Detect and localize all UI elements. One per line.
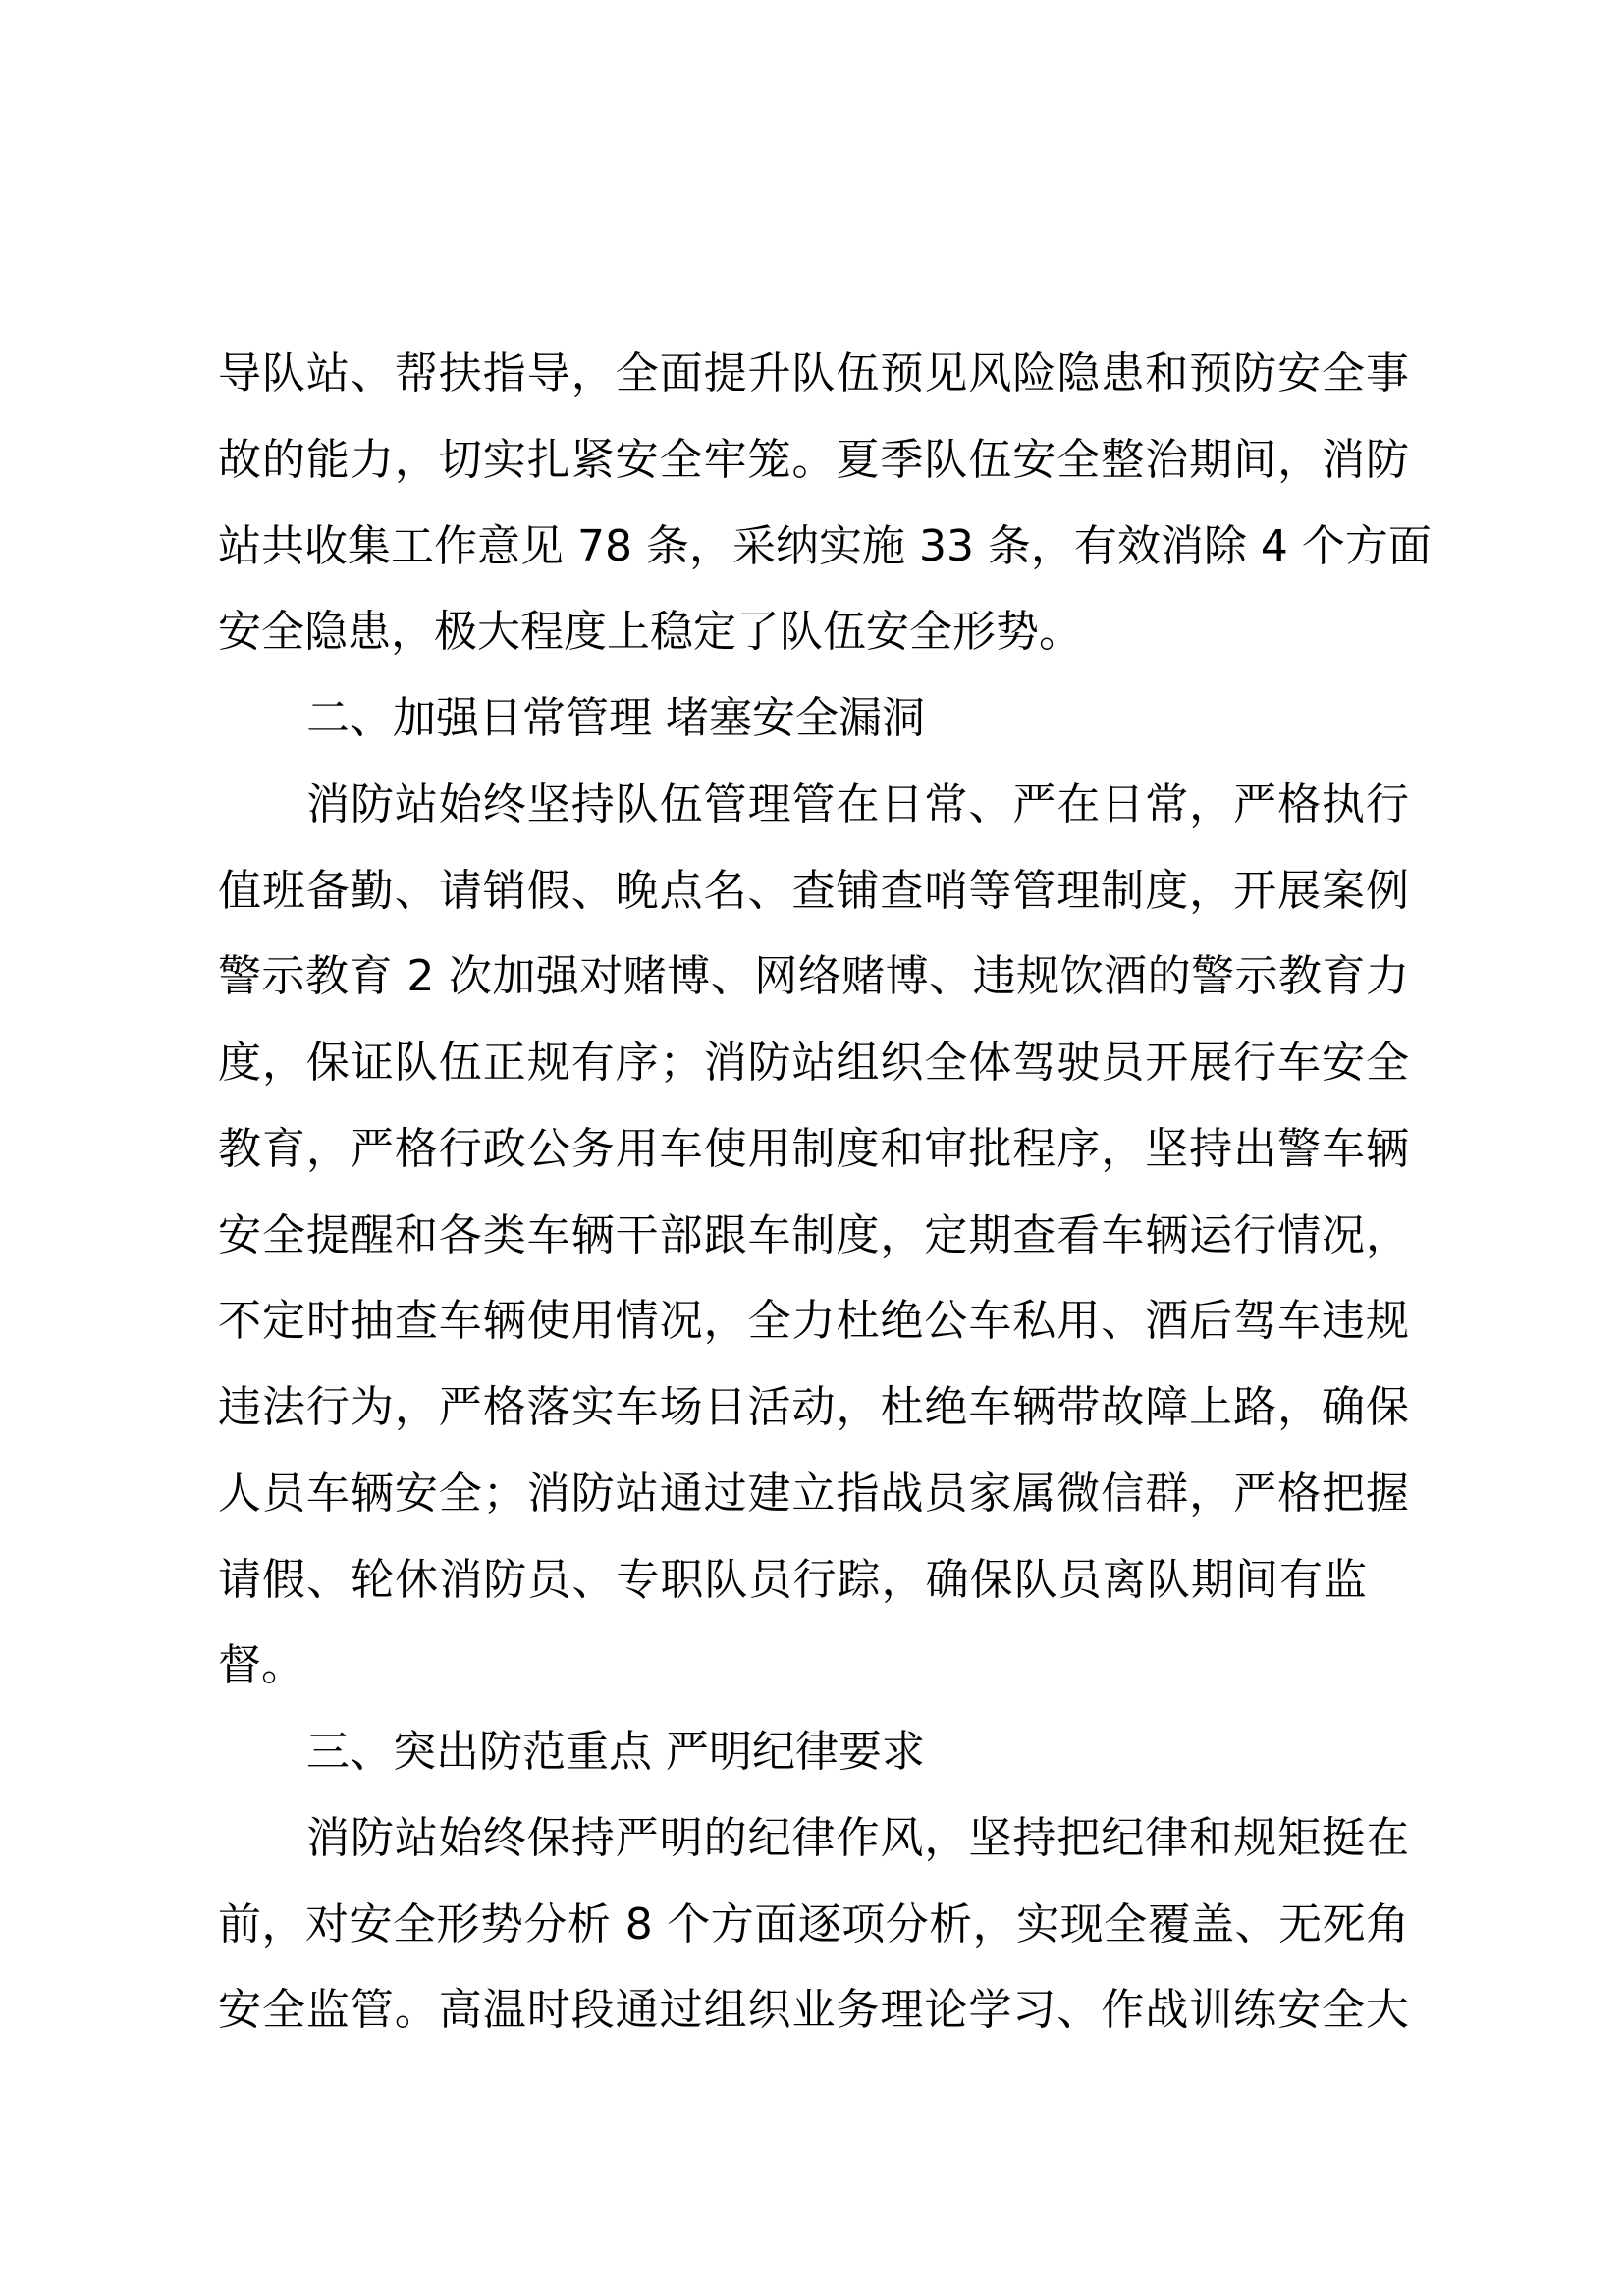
paragraph-line: 人员车辆安全；消防站通过建立指战员家属微信群，严格把握 — [218, 1468, 1409, 1519]
paragraph-line: 度，保证队伍正规有序；消防站组织全体驾驶员开展行车安全 — [218, 1038, 1409, 1088]
paragraph-line: 前，对安全形势分析 8 个方面逐项分析，实现全覆盖、无死角 — [218, 1899, 1409, 1949]
paragraph-line: 导队站、帮扶指导，全面提升队伍预见风险隐患和预防安全事 — [218, 348, 1409, 399]
paragraph-line: 安全隐患，极大程度上稳定了队伍安全形势。 — [218, 607, 1082, 657]
paragraph-line: 教育，严格行政公务用车使用制度和审批程序，坚持出警车辆 — [218, 1124, 1409, 1174]
paragraph-line: 站共收集工作意见 78 条，采纳实施 33 条，有效消除 4 个方面 — [218, 521, 1432, 571]
paragraph-line: 请假、轮休消防员、专职队员行踪，确保队员离队期间有监 — [218, 1555, 1367, 1605]
section-heading: 二、加强日常管理 堵塞安全漏洞 — [306, 693, 925, 743]
paragraph-line: 消防站始终保持严明的纪律作风，坚持把纪律和规矩挺在 — [306, 1813, 1409, 1863]
paragraph-line: 消防站始终坚持队伍管理管在日常、严在日常，严格执行 — [306, 779, 1409, 829]
paragraph-line: 值班备勤、请销假、晚点名、查铺查哨等管理制度，开展案例 — [218, 866, 1409, 916]
paragraph-line: 警示教育 2 次加强对赌博、网络赌博、违规饮酒的警示教育力 — [218, 951, 1409, 1001]
paragraph-line: 安全监管。高温时段通过组织业务理论学习、作战训练安全大 — [218, 1985, 1409, 2035]
paragraph-line: 故的能力，切实扎紧安全牢笼。夏季队伍安全整治期间，消防 — [218, 435, 1409, 485]
section-heading: 三、突出防范重点 严明纪律要求 — [306, 1727, 925, 1777]
paragraph-line: 违法行为，严格落实车场日活动，杜绝车辆带故障上路，确保 — [218, 1382, 1409, 1432]
paragraph-line: 安全提醒和各类车辆干部跟车制度，定期查看车辆运行情况， — [218, 1210, 1409, 1260]
paragraph-line: 督。 — [218, 1640, 304, 1690]
paragraph-line: 不定时抽查车辆使用情况，全力杜绝公车私用、酒后驾车违规 — [218, 1296, 1409, 1346]
